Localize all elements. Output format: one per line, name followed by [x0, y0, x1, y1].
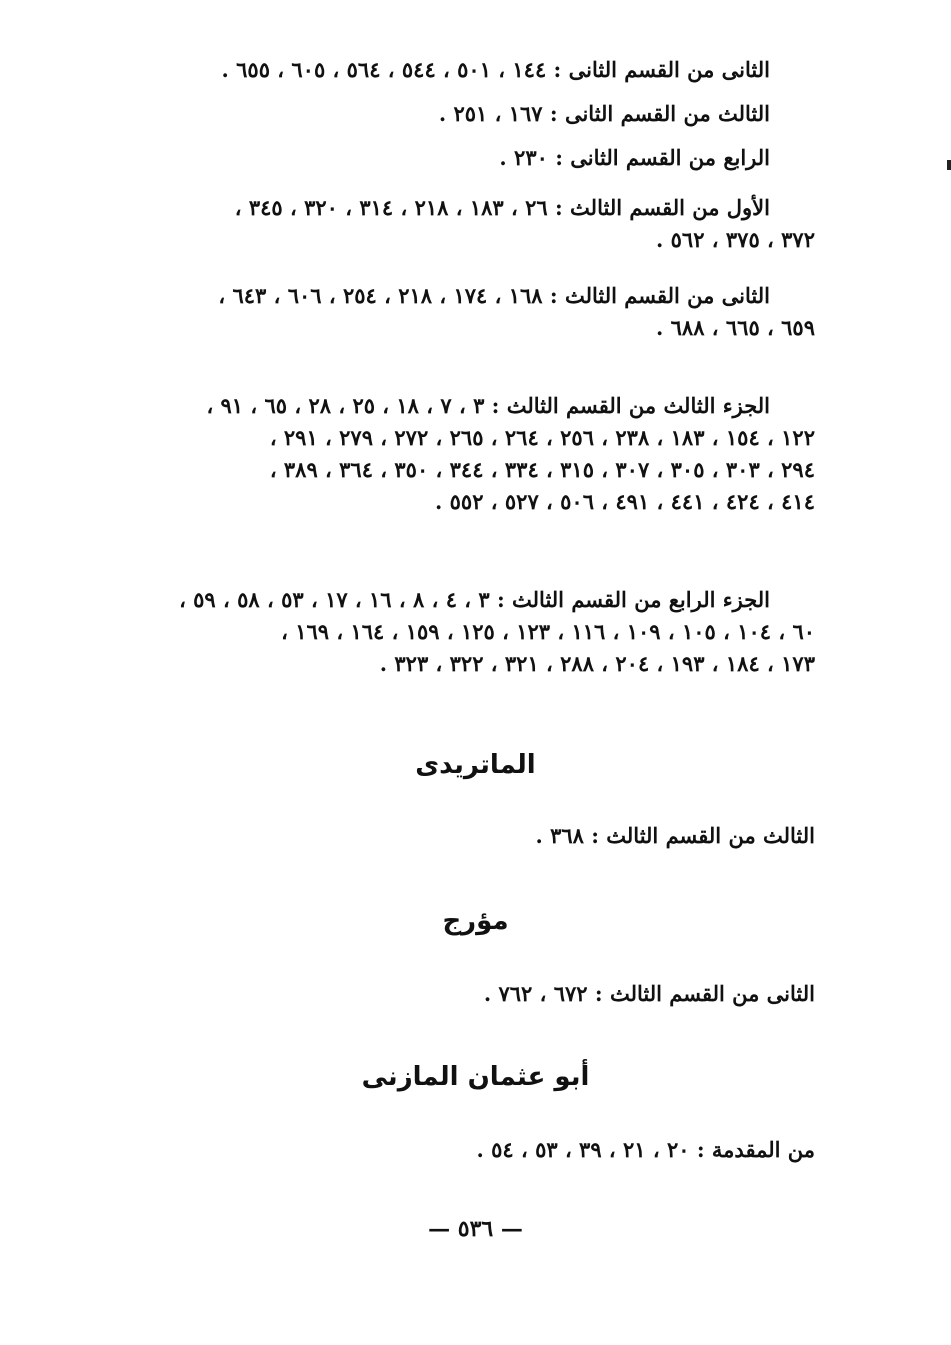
index-entry [70, 192, 815, 256]
scan-mark [947, 160, 951, 170]
index-entry [70, 584, 815, 680]
page-number: — ٥٣٦ — [428, 1216, 523, 1242]
entry-line: ١٧٣ ، ١٨٤ ، ١٩٣ ، ٢٠٤ ، ٢٨٨ ، ٣٢١ ، ٣٢٢ ، ٣٢٣ . [379, 651, 815, 676]
entry-line: الأول من القسم الثالث : ٢٦ ، ١٨٣ ، ٢١٨ ، ٣١٤ ، ٣٢٠ ، ٣٤٥ ، [234, 195, 770, 220]
index-entry [70, 390, 815, 518]
entry-line: ١٢٢ ، ١٥٤ ، ١٨٣ ، ٢٣٨ ، ٢٥٦ ، ٢٦٤ ، ٢٦٥ ، ٢٧٢ ، ٢٧٩ ، ٢٩١ ، [269, 425, 815, 450]
index-entry [70, 142, 815, 174]
entry-line: ٢٩٤ ، ٣٠٣ ، ٣٠٥ ، ٣٠٧ ، ٣١٥ ، ٣٣٤ ، ٣٤٤ ، ٣٥٠ ، ٣٦٤ ، ٣٨٩ ، [269, 457, 815, 482]
entry-line: ٣٧٢ ، ٣٧٥ ، ٥٦٢ . [656, 227, 815, 252]
entry-line: الثانى من القسم الثالث : ٦٧٢ ، ٧٦٢ . [483, 981, 815, 1006]
entry-line: ٦٥٩ ، ٦٦٥ ، ٦٨٨ . [656, 315, 815, 340]
index-entry [70, 978, 815, 1010]
entry-line: من المقدمة : ٢٠ ، ٢١ ، ٣٩ ، ٥٣ ، ٥٤ . [476, 1137, 815, 1162]
index-entry [70, 98, 815, 130]
section-heading: أبو عثمان المازنى [361, 1062, 590, 1092]
entry-line: ٦٠ ، ١٠٤ ، ١٠٥ ، ١٠٩ ، ١١٦ ، ١٢٣ ، ١٢٥ ، ١٥٩ ، ١٦٤ ، ١٦٩ ، [281, 619, 815, 644]
index-entry [70, 54, 815, 86]
index-entry [70, 280, 815, 344]
entry-line: الثالث من القسم الثانى : ١٦٧ ، ٢٥١ . [438, 101, 770, 126]
entry-line: ٤١٤ ، ٤٢٤ ، ٤٤١ ، ٤٩١ ، ٥٠٦ ، ٥٢٧ ، ٥٥٢ . [435, 489, 815, 514]
section-heading: مؤرج [442, 906, 509, 936]
section-heading: الماتريدى [415, 750, 536, 780]
entry-line: الثالث من القسم الثالث : ٣٦٨ . [535, 823, 815, 848]
entry-line: الرابع من القسم الثانى : ٢٣٠ . [499, 145, 770, 170]
entry-line: الثانى من القسم الثالث : ١٦٨ ، ١٧٤ ، ٢١٨ ، ٢٥٤ ، ٦٠٦ ، ٦٤٣ ، [218, 283, 770, 308]
index-entry [70, 1134, 815, 1166]
entry-line: الجزء الرابع من القسم الثالث : ٣ ، ٤ ، ٨ ، ١٦ ، ١٧ ، ٥٣ ، ٥٨ ، ٥٩ ، [179, 587, 770, 612]
entry-line: الجزء الثالث من القسم الثالث : ٣ ، ٧ ، ١٨ ، ٢٥ ، ٢٨ ، ٦٥ ، ٩١ ، [206, 393, 770, 418]
entry-line: الثانى من القسم الثانى : ١٤٤ ، ٥٠١ ، ٥٤٤ ، ٥٦٤ ، ٦٠٥ ، ٦٥٥ . [221, 57, 770, 82]
index-entry [70, 820, 815, 852]
